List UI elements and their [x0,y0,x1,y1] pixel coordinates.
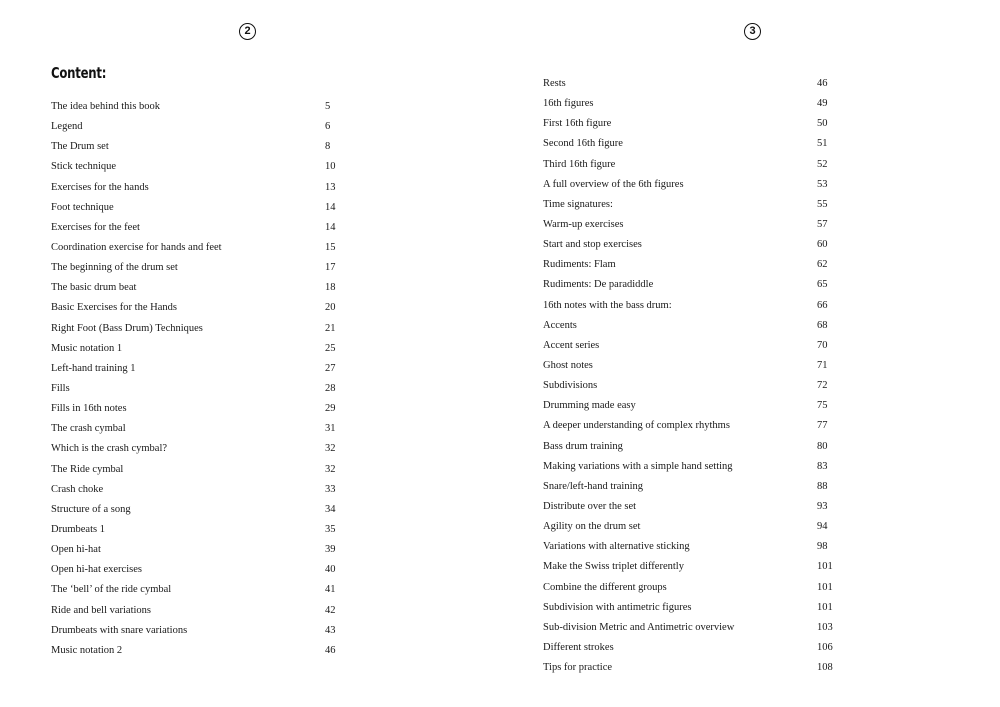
toc-entry-page-number: 6 [325,121,331,133]
toc-entry [543,255,828,275]
toc-entry-title: Foot technique [51,201,114,213]
table-of-contents-right [543,74,833,678]
toc-entry [51,399,336,419]
toc-entry-page-number: 35 [325,523,336,535]
toc-entry-page-number: 101 [817,601,833,613]
toc-entry-title: The Drum set [51,141,109,153]
toc-entry-page-number: 71 [817,359,828,371]
toc-entry-page-number: 39 [325,544,336,556]
toc-entry-title: Ride and bell variations [51,604,152,616]
toc-entry-page-number: 29 [325,403,336,415]
toc-entry-title: A full overview of the 6th figures [543,178,684,190]
toc-entry-title: Music notation 2 [51,644,123,656]
toc-entry-title: Drumming made easy [543,400,636,412]
toc-entry [51,157,336,177]
toc-entry-page-number: 8 [325,141,331,153]
toc-entry-title: Drumbeats 1 [51,523,105,535]
toc-entry-title: Right Foot (Bass Drum) Techniques [51,322,203,334]
toc-entry [51,520,336,540]
toc-entry [51,419,336,439]
toc-entry [543,437,828,457]
page-number-badge: 3 [744,23,761,40]
toc-entry-title: 16th notes with the bass drum: [543,299,672,311]
toc-entry-page-number: 21 [325,322,336,334]
toc-entry [51,560,336,580]
toc-entry-page-number: 83 [817,460,828,472]
toc-entry-page-number: 41 [325,584,336,596]
toc-entry-page-number: 70 [817,339,828,351]
toc-entry [51,117,331,137]
toc-entry-title: Bass drum training [543,440,623,452]
toc-entry [543,557,833,577]
toc-entry-title: Subdivisions [543,380,598,392]
toc-entry-page-number: 51 [817,138,828,150]
toc-entry [51,238,336,258]
toc-entry [543,336,828,356]
toc-entry-page-number: 103 [817,621,833,633]
toc-entry-title: Make the Swiss triplet differently [543,561,684,573]
toc-entry [51,621,336,641]
toc-entry-page-number: 32 [325,443,336,455]
toc-entry-page-number: 32 [325,463,336,475]
toc-entry-page-number: 50 [817,118,828,130]
right-page [500,0,1000,707]
toc-entry [51,298,336,318]
toc-entry [51,178,336,198]
toc-entry-title: The ‘bell’ of the ride cymbal [51,584,172,596]
toc-entry-title: Exercises for the hands [51,181,149,193]
toc-entry-page-number: 34 [325,503,336,515]
toc-entry-title: Subdivision with antimetric figures [543,601,692,613]
toc-entry [51,97,331,117]
toc-entry-title: The beginning of the drum set [51,262,178,274]
toc-entry-page-number: 68 [817,319,828,331]
toc-entry-title: Third 16th figure [543,158,616,170]
toc-entry-page-number: 80 [817,440,828,452]
toc-entry-title: Open hi-hat [51,544,101,556]
toc-entry [543,416,828,436]
toc-entry-title: Which is the crash cymbal? [51,443,168,455]
toc-entry-title: Coordination exercise for hands and feet [51,241,222,253]
toc-entry-title: Agility on the drum set [543,521,641,533]
toc-entry-title: Open hi-hat exercises [51,564,142,576]
toc-entry [543,134,828,154]
toc-entry-page-number: 43 [325,624,336,636]
toc-entry [543,316,828,336]
toc-entry-page-number: 20 [325,302,336,314]
toc-entry [543,457,828,477]
toc-entry [51,278,336,298]
toc-entry [51,439,336,459]
toc-entry [543,235,828,255]
toc-entry-title: Ghost notes [543,359,593,371]
toc-entry-page-number: 15 [325,241,336,253]
toc-entry-title: Exercises for the feet [51,221,140,233]
toc-entry-title: Different strokes [543,641,614,653]
toc-entry-title: Time signatures: [543,198,613,210]
toc-entry-title: Fills in 16th notes [51,403,127,415]
toc-entry-title: Structure of a song [51,503,131,515]
toc-entry-page-number: 60 [817,239,828,251]
toc-entry-title: Crash choke [51,483,104,495]
toc-entry [543,497,828,517]
toc-entry-page-number: 93 [817,500,828,512]
toc-entry [543,155,828,175]
toc-entry [51,137,331,157]
toc-entry [51,540,336,560]
toc-entry-page-number: 13 [325,181,336,193]
toc-entry-title: Combine the different groups [543,581,667,593]
toc-entry-page-number: 33 [325,483,336,495]
toc-entry-page-number: 49 [817,98,828,110]
toc-entry-title: Accents [543,319,577,331]
toc-entry-title: Fills [51,382,70,394]
toc-entry-page-number: 52 [817,158,828,170]
toc-entry-title: Sub-division Metric and Antimetric overview [543,621,735,633]
toc-entry-page-number: 55 [817,198,828,210]
toc-entry-title: Stick technique [51,161,117,173]
toc-entry [51,460,336,480]
toc-entry-title: Start and stop exercises [543,239,642,251]
toc-entry [543,618,833,638]
toc-entry-page-number: 17 [325,262,336,274]
toc-entry-page-number: 101 [817,561,833,573]
toc-entry-title: Legend [51,121,83,133]
toc-entry-page-number: 66 [817,299,828,311]
toc-entry-title: The crash cymbal [51,423,126,435]
page-number-badge: 2 [239,23,256,40]
toc-entry [51,218,336,238]
toc-entry-title: Rudiments: De paradiddle [543,279,654,291]
toc-entry-page-number: 98 [817,541,828,553]
toc-entry [543,356,828,376]
toc-entry-page-number: 77 [817,420,828,432]
toc-entry [51,480,336,500]
toc-entry-page-number: 65 [817,279,828,291]
toc-entry [543,215,828,235]
toc-entry-title: Warm-up exercises [543,218,624,230]
toc-entry-page-number: 42 [325,604,336,616]
toc-entry-title: Rudiments: Flam [543,259,616,271]
toc-entry [543,517,828,537]
toc-entry-page-number: 62 [817,259,828,271]
toc-entry [51,641,336,661]
toc-entry [543,296,828,316]
toc-entry-page-number: 75 [817,400,828,412]
toc-entry [543,537,828,557]
toc-entry-page-number: 18 [325,282,336,294]
toc-entry-page-number: 28 [325,382,336,394]
toc-entry-page-number: 14 [325,201,336,213]
toc-entry-title: Music notation 1 [51,342,123,354]
toc-entry-page-number: 40 [325,564,336,576]
toc-entry-title: Snare/left-hand training [543,480,644,492]
toc-entry [51,198,336,218]
page-title: Content: [51,64,107,82]
toc-entry [543,376,828,396]
toc-entry-title: Making variations with a simple hand setting [543,460,733,472]
toc-entry [51,319,336,339]
toc-entry-page-number: 88 [817,480,828,492]
toc-entry-title: Basic Exercises for the Hands [51,302,177,314]
toc-entry-title: Left-hand training 1 [51,362,136,374]
toc-entry [543,94,828,114]
toc-entry-title: A deeper understanding of complex rhythms [543,420,730,432]
toc-entry-page-number: 27 [325,362,336,374]
toc-entry-title: The basic drum beat [51,282,137,294]
toc-entry [51,379,336,399]
toc-entry [543,195,828,215]
toc-entry [543,396,828,416]
toc-entry-page-number: 46 [325,644,336,656]
toc-entry [51,339,336,359]
toc-entry [543,275,828,295]
toc-entry-title: Variations with alternative sticking [543,541,690,553]
toc-entry-title: Drumbeats with snare variations [51,624,188,636]
toc-entry-page-number: 14 [325,221,336,233]
toc-entry [543,578,833,598]
toc-entry-title: The Ride cymbal [51,463,124,475]
toc-entry-title: Tips for practice [543,662,613,674]
toc-entry-page-number: 108 [817,662,833,674]
toc-entry-page-number: 106 [817,641,833,653]
toc-entry [51,258,336,278]
toc-entry-page-number: 5 [325,101,331,112]
toc-entry [543,658,833,678]
toc-entry-page-number: 31 [325,423,336,435]
toc-entry [543,638,833,658]
toc-entry [51,500,336,520]
toc-entry-page-number: 94 [817,521,828,533]
toc-entry-title: 16th figures [543,98,594,110]
toc-entry-page-number: 53 [817,178,828,190]
toc-entry-page-number: 72 [817,380,828,392]
toc-entry-title: First 16th figure [543,118,612,130]
toc-entry [543,74,828,94]
toc-entry-page-number: 10 [325,161,336,173]
toc-entry-title: Distribute over the set [543,500,637,512]
toc-entry-page-number: 57 [817,218,828,230]
toc-entry [51,601,336,621]
toc-entry-page-number: 46 [817,78,828,89]
toc-entry-title: Rests [543,78,566,89]
toc-entry [543,175,828,195]
toc-entry [543,114,828,134]
toc-entry [543,598,833,618]
toc-entry [51,359,336,379]
toc-entry-title: Accent series [543,339,600,351]
toc-entry-page-number: 25 [325,342,336,354]
toc-entry-title: The idea behind this book [51,101,161,112]
toc-entry [51,580,336,600]
toc-entry-title: Second 16th figure [543,138,623,150]
toc-entry [543,477,828,497]
table-of-contents-left [51,97,336,661]
toc-entry-page-number: 101 [817,581,833,593]
